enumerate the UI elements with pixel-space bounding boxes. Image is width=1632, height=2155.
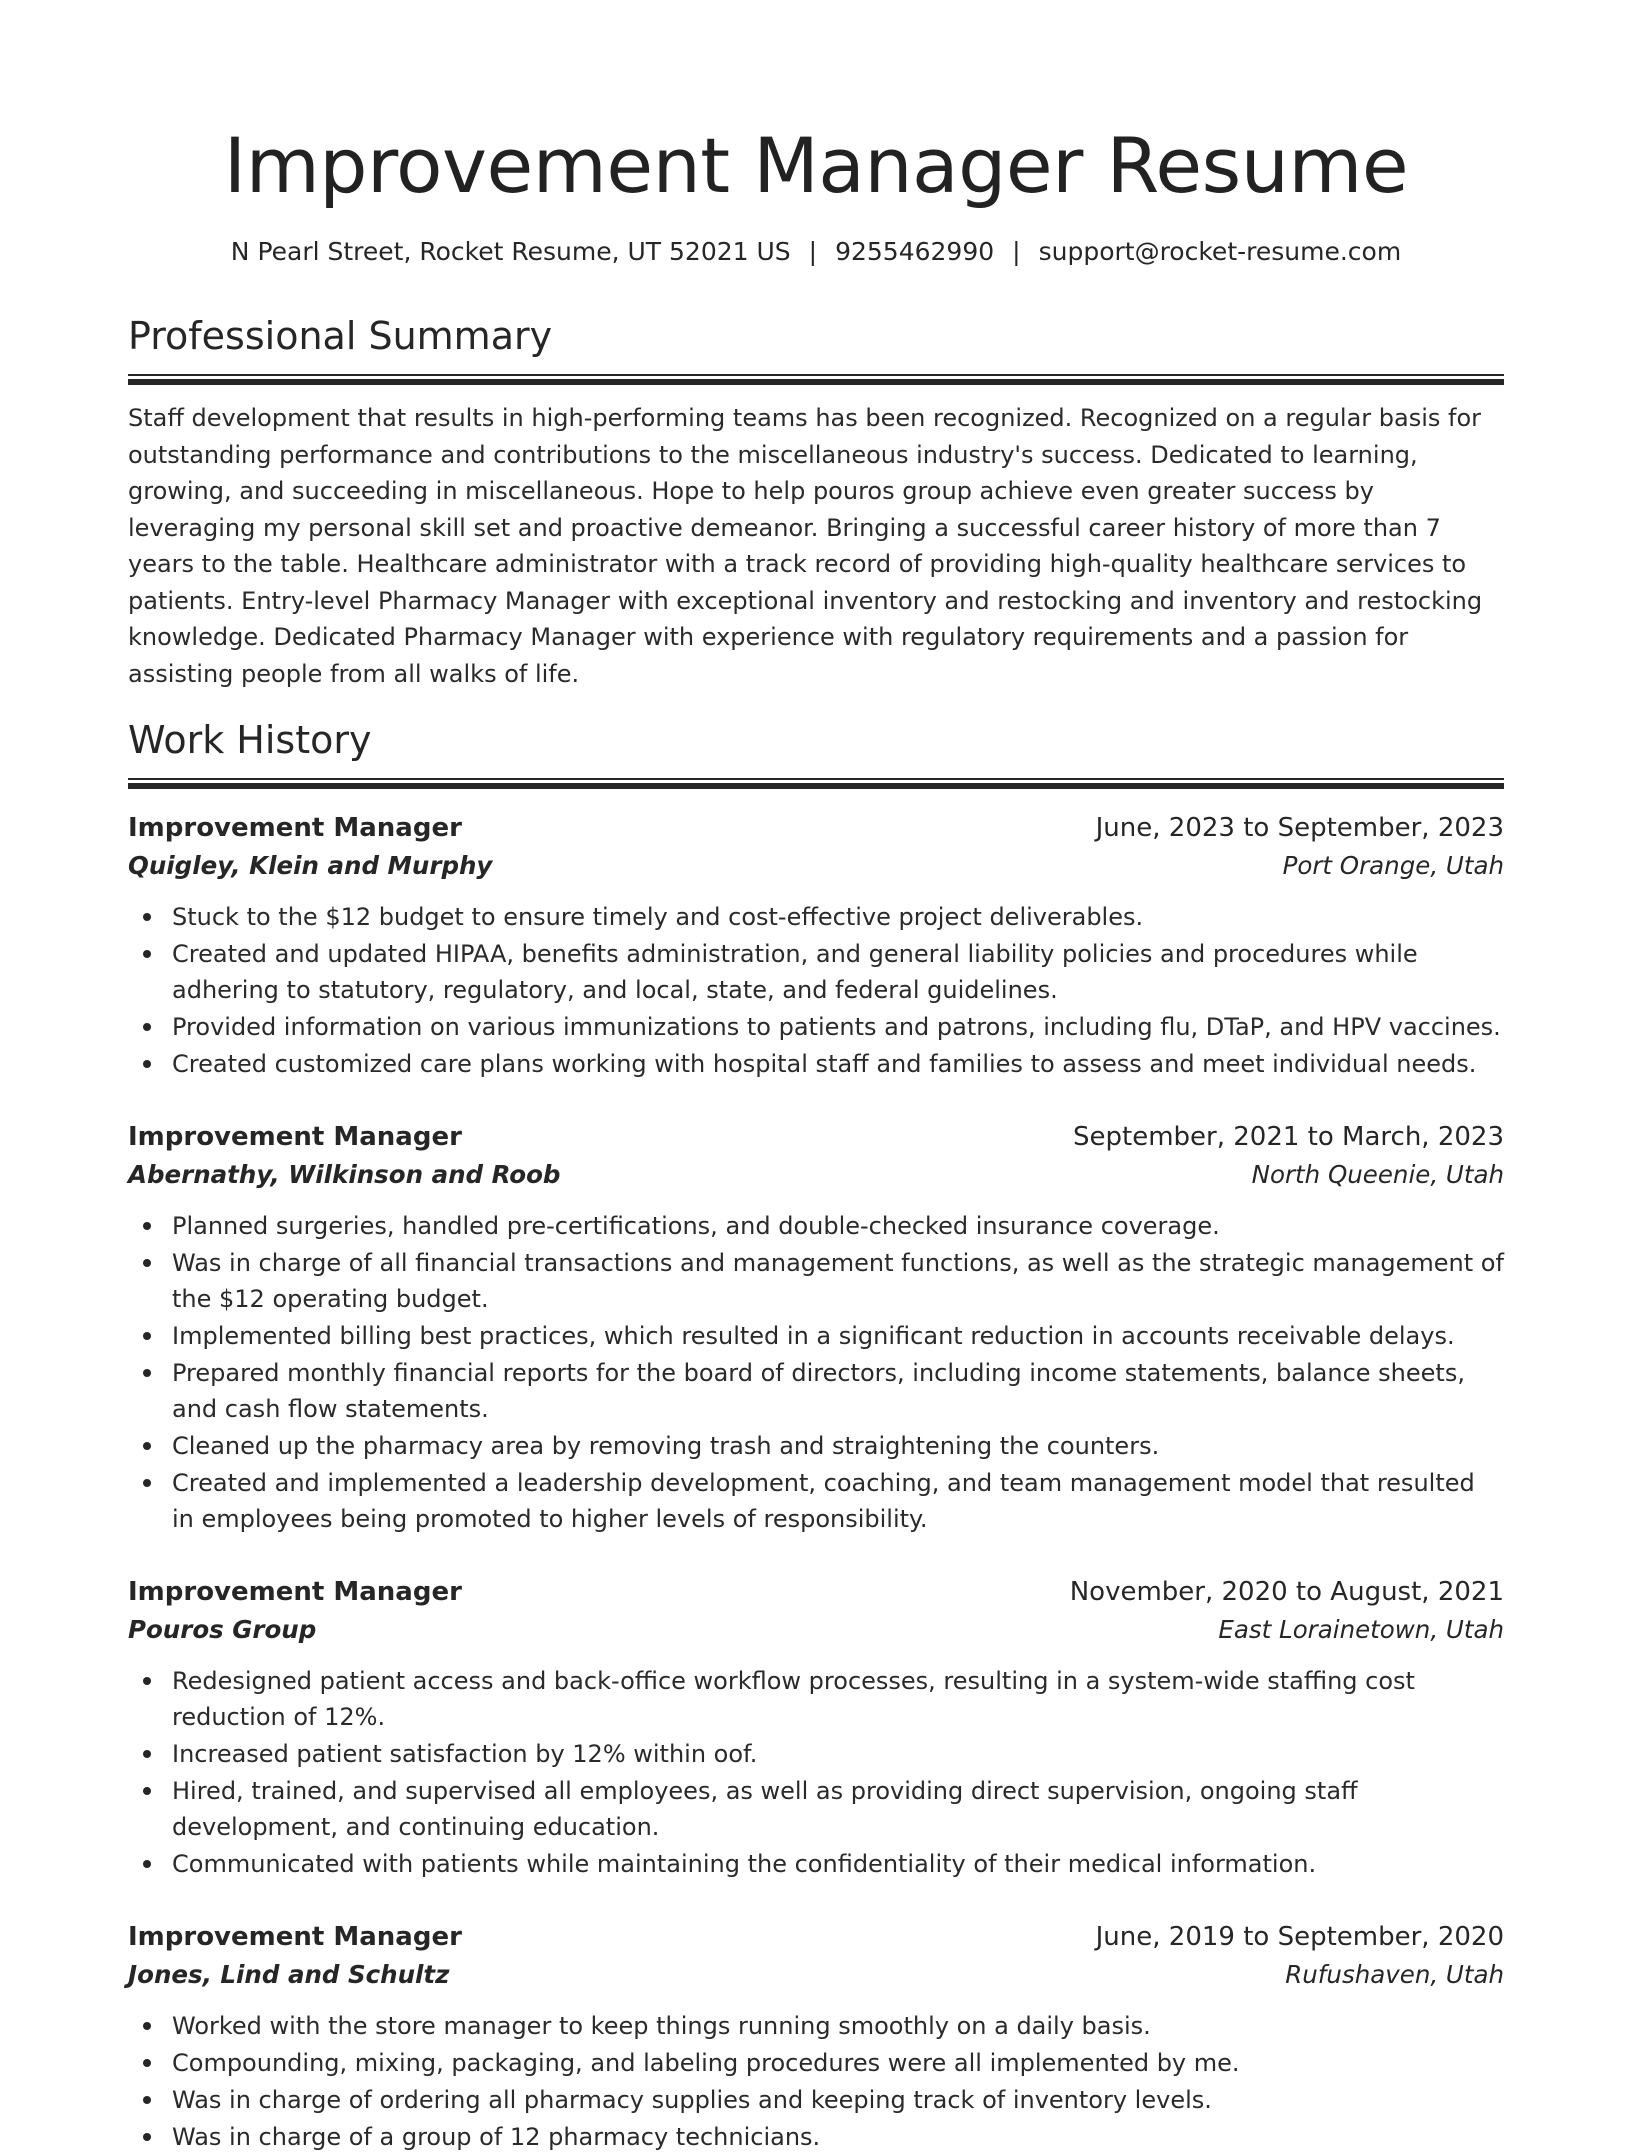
job-bullet-list [128,899,1504,1082]
job-bullet: Hired, trained, and supervised all employees, as well as providing direct supervision, ongoing staff development, and continuing education. [128,1773,1504,1845]
job-dates: September, 2021 to March, 2023 [1073,1122,1504,1152]
summary-paragraph: Staff development that results in high-performing teams has been recognized. Recognized on a regular basis for outstanding performance and contributions to the miscellaneous industry's success. Dedicated to learning, growing, and succeeding in miscellaneous. Hope to help pouros group achieve even greater success by leveraging my personal skill set and proactive demeanor. Bringing a successful career history of more than 7 years to the table. Healthcare administrator with a track record of providing high-quality healthcare services to patients. Entry-level Pharmacy Manager with exceptional inventory and restocking and inventory and restocking knowledge. Dedicated Pharmacy Manager with experience with regulatory requirements and a passion for assisting people from all walks of life. [128,404,1483,688]
job-title: Improvement Manager [128,1922,462,1952]
job-bullet: Implemented billing best practices, which resulted in a significant reduction in accounts receivable delays. [128,1318,1504,1354]
job-company-row [128,1611,1504,1649]
work-history-section [128,716,1504,2155]
job-bullet: Created and implemented a leadership development, coaching, and team management model that resulted in employees being promoted to higher levels of responsibility. [128,1465,1504,1537]
job-bullet: Communicated with patients while maintaining the confidentiality of their medical information. [128,1846,1504,1882]
job-dates: November, 2020 to August, 2021 [1069,1577,1504,1607]
job-bullet: Was in charge of all financial transactions and management functions, as well as the strategic management of the $12 operating budget. [128,1245,1504,1317]
section-heading-summary: Professional Summary [128,314,553,358]
job-company-row [128,1156,1504,1194]
job-location: North Queenie, Utah [1251,1160,1504,1189]
job-bullet-list [128,1663,1504,1882]
job-title-row [128,1573,1504,1611]
job-dates: June, 2019 to September, 2020 [1095,1922,1504,1952]
job-company: Jones, Lind and Schultz [128,1960,450,1989]
job-title-row [128,1118,1504,1156]
job-title: Improvement Manager [128,813,462,843]
job-bullet: Created and updated HIPAA, benefits administration, and general liability policies and procedures while adhering to statutory, regulatory, and local, state, and federal guidelines. [128,936,1504,1008]
contact-address: N Pearl Street, Rocket Resume, UT 52021 US [230,237,791,266]
job-entry [128,1918,1504,2155]
job-bullet: Compounding, mixing, packaging, and labeling procedures were all implemented by me. [128,2045,1504,2081]
contact-separator: | [1012,237,1021,266]
job-title-row [128,809,1504,847]
contact-line [128,234,1504,270]
job-title: Improvement Manager [128,1122,462,1152]
job-bullet: Worked with the store manager to keep things running smoothly on a daily basis. [128,2008,1504,2044]
section-divider [128,778,1504,789]
job-bullet: Was in charge of ordering all pharmacy supplies and keeping track of inventory levels. [128,2082,1504,2118]
jobs-list [128,809,1504,2155]
job-location: Port Orange, Utah [1282,851,1504,880]
job-bullet: Provided information on various immunizations to patients and patrons, including flu, DTaP, and HPV vaccines. [128,1009,1504,1045]
job-bullet: Was in charge of a group of 12 pharmacy technicians. [128,2119,1504,2155]
job-company: Abernathy, Wilkinson and Roob [128,1160,561,1189]
job-bullet: Stuck to the $12 budget to ensure timely and cost-effective project deliverables. [128,899,1504,935]
section-heading-work-history: Work History [128,718,372,762]
job-bullet-list [128,2008,1504,2155]
job-bullet: Increased patient satisfaction by 12% within oof. [128,1736,1504,1772]
contact-email: support@rocket-resume.com [1038,237,1402,266]
job-bullet: Redesigned patient access and back-office workflow processes, resulting in a system-wide staffing cost reduction of 12%. [128,1663,1504,1735]
job-location: Rufushaven, Utah [1285,1960,1504,1989]
job-bullet: Planned surgeries, handled pre-certifications, and double-checked insurance coverage. [128,1208,1504,1244]
job-dates: June, 2023 to September, 2023 [1095,813,1504,843]
job-bullet: Created customized care plans working with hospital staff and families to assess and meet individual needs. [128,1046,1504,1082]
job-company-row [128,1956,1504,1994]
contact-separator: | [808,237,818,266]
job-bullet: Cleaned up the pharmacy area by removing trash and straightening the counters. [128,1428,1504,1464]
job-title-row [128,1918,1504,1956]
job-company: Quigley, Klein and Murphy [128,851,493,880]
job-company: Pouros Group [128,1615,317,1644]
job-entry [128,809,1504,1082]
job-bullet: Prepared monthly financial reports for the board of directors, including income statements, balance sheets, and cash flow statements. [128,1355,1504,1427]
job-entry [128,1118,1504,1537]
section-divider [128,374,1504,385]
job-bullet-list [128,1208,1504,1537]
job-company-row [128,847,1504,885]
resume-title: Improvement Manager Resume [223,121,1409,210]
professional-summary-section [128,312,1504,692]
contact-phone: 9255462990 [835,237,995,266]
job-title: Improvement Manager [128,1577,462,1607]
job-entry [128,1573,1504,1882]
job-location: East Lorainetown, Utah [1218,1615,1504,1644]
